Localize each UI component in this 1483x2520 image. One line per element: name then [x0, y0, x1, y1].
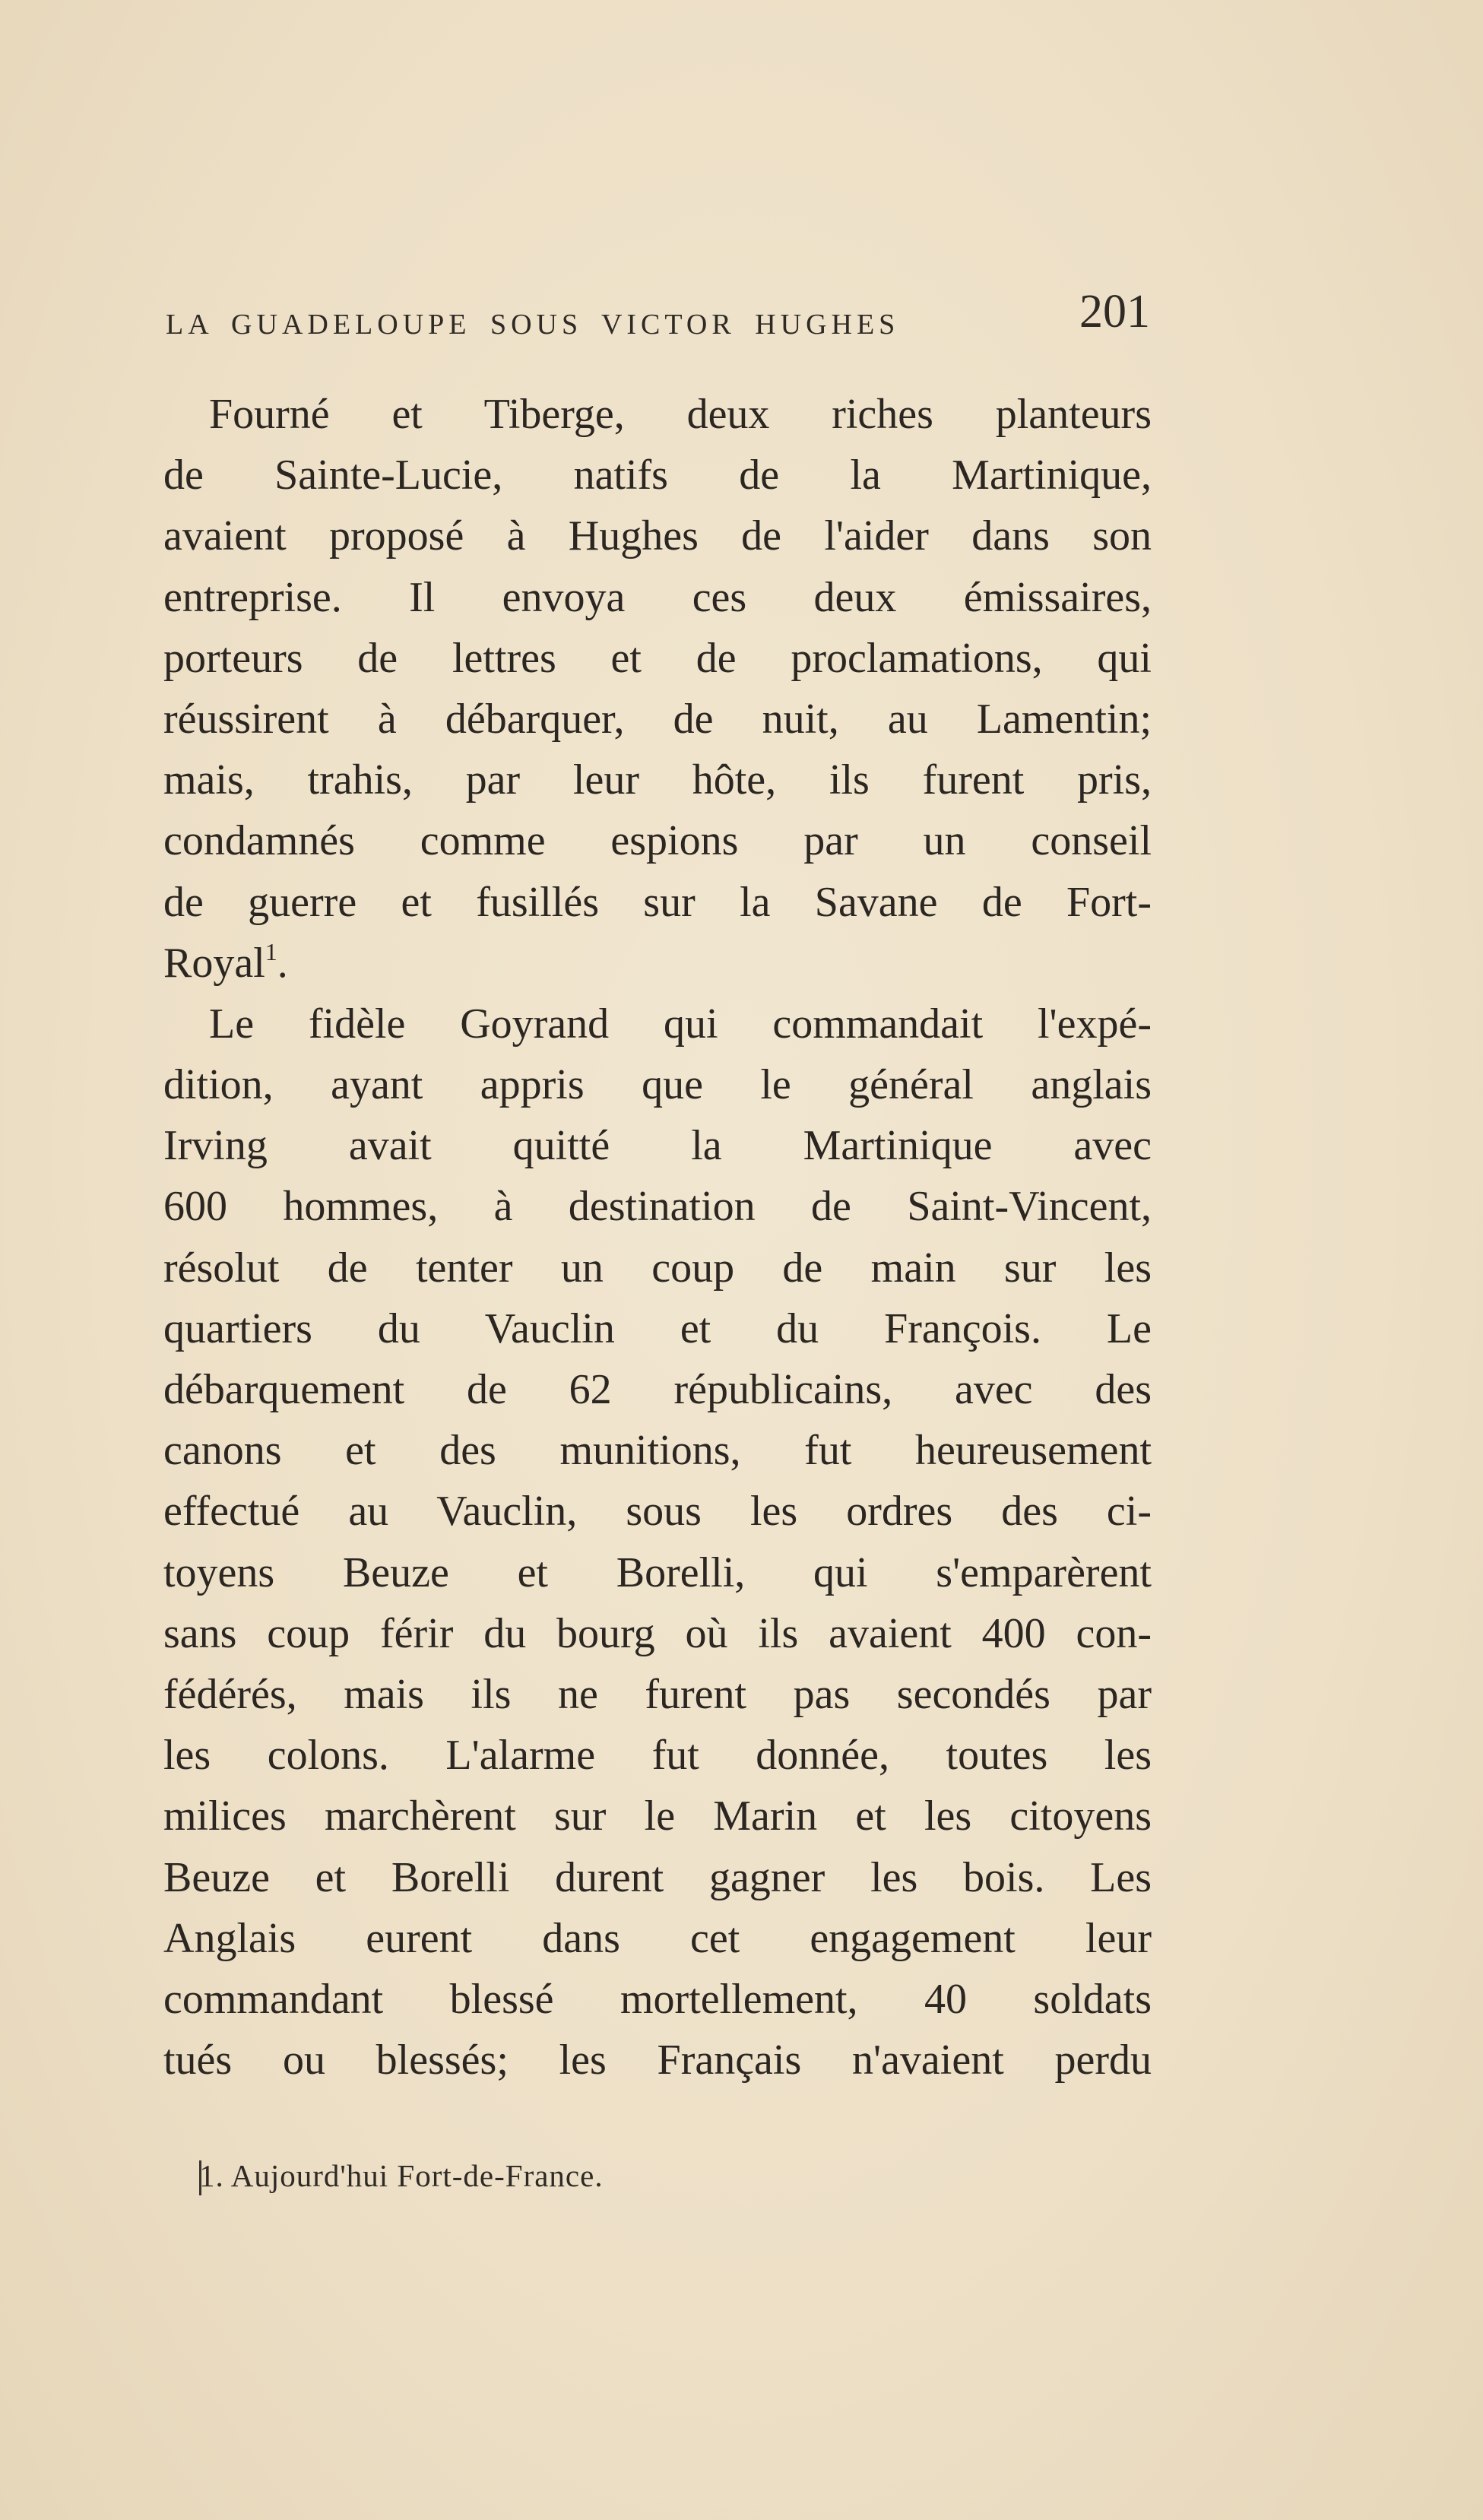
text-line: effectué au Vauclin, sous les ordres des ci- — [163, 1488, 1152, 1536]
text-line: les colons. L'alarme fut donnée, toutes les — [163, 1732, 1152, 1780]
text-line: condamnés comme espions par un conseil — [163, 817, 1152, 865]
text-line: résolut de tenter un coup de main sur les — [163, 1244, 1152, 1292]
running-head — [166, 285, 1150, 369]
text-line: 600 hommes, à destination de Saint-Vincent, — [163, 1183, 1152, 1231]
text-line: tués ou blessés; les Français n'avaient perdu — [163, 2037, 1152, 2084]
text-line: avaient proposé à Hughes de l'aider dans son — [163, 512, 1152, 560]
text-line: fédérés, mais ils ne furent pas secondés par — [163, 1670, 1152, 1718]
text-line: dition, ayant appris que le général anglais — [163, 1061, 1152, 1109]
text-line: Le fidèle Goyrand qui commandait l'expé- — [209, 1000, 1152, 1048]
text-line: milices marchèrent sur le Marin et les citoyens — [163, 1793, 1152, 1840]
text-line: Beuze et Borelli durent gagner les bois. Les — [163, 1853, 1152, 1901]
text-line: de Sainte-Lucie, natifs de la Martinique, — [163, 452, 1152, 499]
text-line: réussirent à débarquer, de nuit, au Lamentin; — [163, 695, 1152, 743]
text-line: Anglais eurent dans cet engagement leur — [163, 1914, 1152, 1962]
text-line: sans coup férir du bourg où ils avaient 400 con- — [163, 1609, 1152, 1657]
text-line: débarquement de 62 républicains, avec des — [163, 1366, 1152, 1413]
text-line: toyens Beuze et Borelli, qui s'emparèrent — [163, 1548, 1152, 1596]
footnote: 1. Aujourd'hui Fort-de-France. — [199, 2158, 604, 2193]
footnote-reference[interactable]: 1 — [265, 937, 277, 965]
text-line: Fourné et Tiberge, deux riches planteurs — [209, 391, 1152, 438]
text-line: mais, trahis, par leur hôte, ils furent pris, — [163, 756, 1152, 804]
text-line-paragraph-end — [163, 933, 1152, 994]
body-text — [163, 384, 1152, 2090]
text-line: porteurs de lettres et de proclamations, qui — [163, 634, 1152, 682]
text-line: quartiers du Vauclin et du François. Le — [163, 1304, 1152, 1352]
royal-period: . — [277, 939, 288, 987]
text-line: entreprise. Il envoya ces deux émissaires, — [163, 573, 1152, 621]
text-line: de guerre et fusillés sur la Savane de Fort- — [163, 878, 1152, 926]
text-line: canons et des munitions, fut heureusement — [163, 1427, 1152, 1475]
page-number: 201 — [1079, 286, 1150, 338]
text-line: commandant blessé mortellement, 40 soldats — [163, 1975, 1152, 2023]
text-line-royal: Royal — [163, 939, 265, 987]
running-title: LA GUADELOUPE SOUS VICTOR HUGHES — [166, 309, 900, 341]
text-line: Irving avait quitté la Martinique avec — [163, 1122, 1152, 1170]
